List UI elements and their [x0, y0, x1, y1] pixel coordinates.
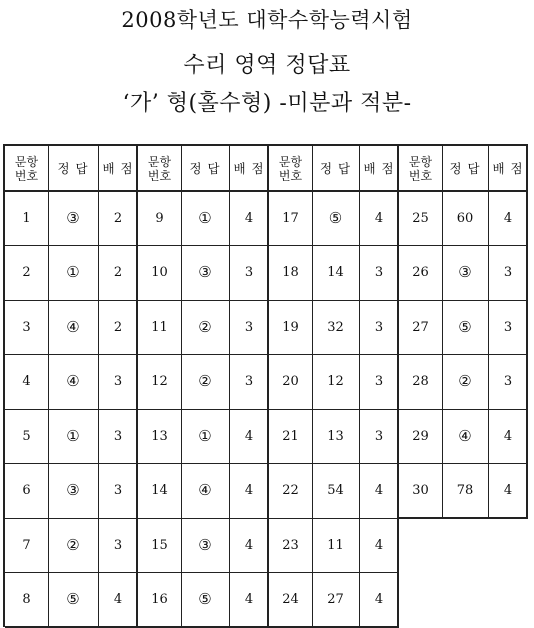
cell-number: 15: [151, 537, 168, 553]
cell-answer: ⑤: [66, 590, 80, 609]
header-answer: 정 답: [319, 161, 352, 176]
cell-number: 27: [412, 319, 429, 335]
table-group-1: [5, 146, 138, 627]
cell-score: 3: [374, 374, 384, 390]
cell-answer: ③: [198, 535, 212, 554]
answer-table: [3, 144, 528, 627]
cell-score: 4: [503, 210, 513, 226]
cell-answer: ③: [66, 208, 80, 227]
cell-score: 3: [244, 319, 254, 335]
cell-number: 29: [412, 428, 429, 444]
cell-score: 4: [244, 210, 254, 226]
cell-answer: ③: [198, 263, 212, 282]
table-group-2: [138, 146, 269, 627]
row-divider: [5, 245, 138, 246]
cell-score: 4: [374, 210, 384, 226]
row-divider: [5, 300, 138, 301]
cell-number: 10: [151, 265, 168, 281]
cell-number: 28: [412, 374, 429, 390]
cell-answer: ②: [458, 372, 472, 391]
cell-score: 2: [113, 265, 123, 281]
header-number-line2: 번호: [408, 168, 433, 183]
cell-answer: 13: [327, 428, 344, 444]
row-divider: [138, 354, 269, 355]
cell-answer: ②: [66, 535, 80, 554]
header-score: 배 점: [363, 161, 395, 176]
cell-answer: 32: [327, 319, 344, 335]
cell-answer: ④: [198, 481, 212, 500]
cell-answer: 11: [327, 537, 344, 553]
cell-number: 16: [151, 592, 168, 608]
row-divider: [5, 518, 138, 519]
header-number-line1: 문항: [14, 154, 39, 169]
cell-score: 4: [374, 483, 384, 499]
row-divider: [269, 409, 399, 410]
row-divider: [5, 354, 138, 355]
header-number-line1: 문항: [147, 154, 172, 169]
cell-answer: ②: [198, 317, 212, 336]
cell-number: 21: [282, 428, 299, 444]
header-item-number: [5, 146, 48, 191]
header-answer: 정 답: [449, 161, 481, 176]
row-divider: [399, 409, 528, 410]
row-divider: [269, 300, 399, 301]
header-number-line2: 번호: [147, 168, 172, 183]
row-divider: [5, 409, 138, 410]
cell-number: 5: [22, 428, 31, 444]
cell-score: 4: [374, 592, 384, 608]
header-divider: [269, 190, 399, 192]
cell-score: 3: [113, 537, 123, 553]
row-divider: [5, 572, 138, 573]
cell-number: 3: [22, 319, 31, 335]
cell-answer: ④: [66, 317, 80, 336]
cell-answer: ①: [198, 426, 212, 445]
column-divider: [98, 146, 99, 627]
table-group-3: [269, 146, 399, 627]
cell-answer: 14: [327, 265, 344, 281]
section-title: 수리 영역 정답표: [183, 53, 351, 78]
header-divider: [138, 190, 269, 192]
header-number-line1: 문항: [278, 154, 303, 169]
cell-answer: ③: [66, 481, 80, 500]
cell-number: 1: [22, 210, 31, 226]
cell-number: 2: [22, 265, 31, 281]
row-divider: [269, 518, 399, 519]
cell-score: 3: [374, 319, 384, 335]
cell-answer: 78: [456, 483, 474, 499]
column-divider: [181, 146, 182, 627]
cell-score: 3: [244, 374, 254, 390]
row-divider: [138, 572, 269, 573]
cell-number: 4: [22, 374, 31, 390]
cell-number: 26: [412, 265, 429, 281]
header-answer: 정 답: [57, 161, 89, 176]
exam-title: 2008학년도 대학수학능력시험: [121, 8, 413, 32]
cell-score: 4: [374, 537, 384, 553]
row-divider: [138, 463, 269, 464]
cell-number: 14: [151, 483, 168, 499]
cell-score: 4: [244, 428, 254, 444]
cell-number: 30: [412, 483, 429, 499]
cell-answer: 60: [456, 210, 474, 226]
cell-number: 24: [282, 592, 299, 608]
cell-answer: ⑤: [328, 208, 343, 227]
cell-score: 3: [113, 483, 123, 499]
cell-answer: 27: [327, 592, 344, 608]
header-number-line2: 번호: [278, 168, 303, 183]
cell-score: 2: [113, 210, 123, 226]
cell-answer: ⑤: [198, 590, 212, 609]
cell-score: 4: [244, 592, 254, 608]
cell-answer: ⑤: [458, 317, 472, 336]
cell-answer: 12: [327, 374, 344, 390]
header-item-number: [399, 146, 442, 191]
row-divider: [269, 463, 399, 464]
row-divider: [269, 245, 399, 246]
cell-number: 20: [282, 374, 299, 390]
cell-score: 3: [113, 428, 123, 444]
cell-score: 3: [503, 319, 513, 335]
cell-answer: ②: [198, 372, 212, 391]
cell-number: 19: [282, 319, 299, 335]
row-divider: [138, 245, 269, 246]
cell-score: 3: [503, 265, 513, 281]
row-divider: [399, 517, 528, 519]
cell-number: 18: [282, 265, 299, 281]
cell-score: 3: [244, 265, 254, 281]
header-score: 배 점: [492, 161, 524, 176]
row-divider: [5, 463, 138, 464]
cell-number: 13: [151, 428, 168, 444]
row-divider: [269, 354, 399, 355]
cell-score: 2: [113, 319, 123, 335]
header-answer: 정 답: [189, 161, 221, 176]
header-item-number: [269, 146, 312, 191]
cell-score: 3: [374, 428, 384, 444]
header-item-number: [138, 146, 181, 191]
row-divider: [399, 300, 528, 301]
row-divider: [399, 463, 528, 464]
header-number-line2: 번호: [14, 168, 39, 183]
cell-number: 9: [155, 210, 164, 226]
cell-answer: ④: [458, 426, 472, 445]
cell-number: 7: [22, 537, 31, 553]
cell-answer: ①: [66, 263, 80, 282]
row-divider: [399, 245, 528, 246]
column-divider: [229, 146, 230, 627]
cell-number: 17: [282, 210, 299, 226]
cell-score: 4: [113, 592, 123, 608]
header-score: 배 점: [102, 161, 134, 176]
header-score: 배 점: [233, 161, 265, 176]
cell-answer: ③: [458, 263, 472, 282]
cell-score: 4: [244, 483, 254, 499]
column-divider: [48, 146, 49, 627]
cell-score: 4: [244, 537, 254, 553]
header-divider: [5, 190, 138, 192]
column-divider: [312, 146, 313, 627]
form-type-title: ‘가’ 형(홀수형) -미분과 적분-: [122, 91, 412, 116]
cell-score: 4: [503, 428, 513, 444]
cell-score: 3: [113, 374, 123, 390]
header-number-line1: 문항: [408, 154, 433, 169]
cell-number: 12: [151, 374, 168, 390]
cell-answer: 54: [327, 483, 344, 499]
cell-answer: ①: [198, 208, 212, 227]
cell-number: 22: [282, 483, 299, 499]
cell-number: 25: [412, 210, 429, 226]
row-divider: [399, 354, 528, 355]
header-divider: [399, 190, 528, 192]
cell-number: 11: [151, 319, 168, 335]
table-group-4: [399, 146, 528, 518]
cell-score: 3: [503, 374, 513, 390]
cell-answer: ④: [66, 372, 80, 391]
row-divider: [269, 572, 399, 573]
cell-score: 3: [374, 265, 384, 281]
row-divider: [138, 300, 269, 301]
row-divider: [138, 409, 269, 410]
cell-number: 8: [22, 592, 31, 608]
row-divider: [138, 518, 269, 519]
column-divider: [359, 146, 360, 627]
cell-answer: ①: [66, 426, 80, 445]
cell-number: 6: [22, 483, 31, 499]
cell-number: 23: [282, 537, 299, 553]
cell-score: 4: [503, 483, 513, 499]
